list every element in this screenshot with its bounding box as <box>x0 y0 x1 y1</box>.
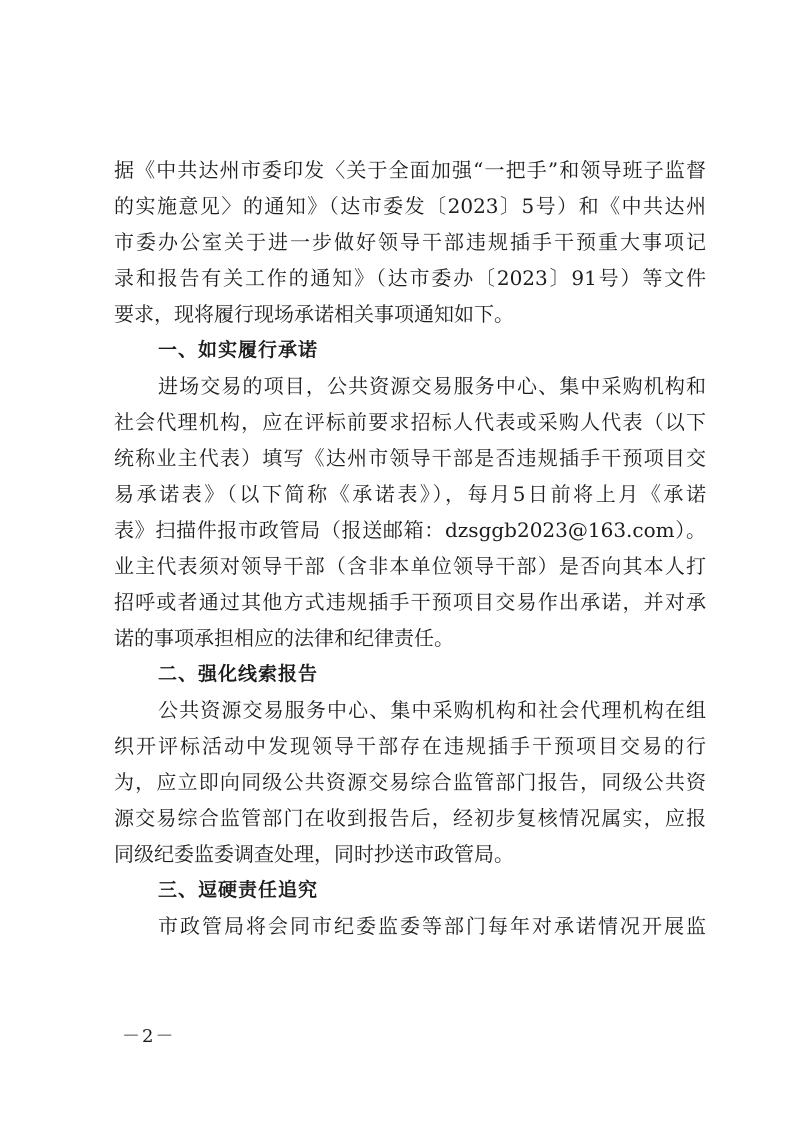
text-line: 同级纪委监委调查处理，同时抄送市政管局。 <box>114 842 514 866</box>
text-line: 易承诺表》（以下简称《承诺表》），每月5日前将上月《承诺 <box>114 482 706 506</box>
section3-paragraph <box>114 908 706 944</box>
document-body <box>114 152 706 944</box>
section1-paragraph <box>114 368 706 656</box>
text-line: 统称业主代表）填写《达州市领导干部是否违规插手干预项目交 <box>114 446 706 470</box>
text-line: 诺的事项承担相应的法律和纪律责任。 <box>114 626 454 650</box>
text-line: 市委办公室关于进一步做好领导干部违规插手干预重大事项记 <box>114 230 706 254</box>
text-line: 要求，现将履行现场承诺相关事项通知如下。 <box>114 302 514 326</box>
text-line: 为，应立即向同级公共资源交易综合监管部门报告，同级公共资 <box>114 770 706 794</box>
text-line: 源交易综合监管部门在收到报告后，经初步复核情况属实，应报 <box>114 806 706 830</box>
section-heading-accountability: 三、逗硬责任追究 <box>158 879 319 901</box>
section-heading-clue-report: 二、强化线索报告 <box>158 663 319 685</box>
text-line: 市政管局将会同市纪委监委等部门每年对承诺情况开展监 <box>158 914 706 938</box>
section2-paragraph <box>114 692 706 872</box>
text-line: 表》扫描件报市政管局（报送邮箱：dzsggb2023@163.com）。 <box>114 518 706 542</box>
text-line: 进场交易的项目，公共资源交易服务中心、集中采购机构和 <box>158 374 706 398</box>
page-number: －2－ <box>122 1026 176 1047</box>
intro-paragraph <box>114 152 706 332</box>
text-line: 据《中共达州市委印发〈关于全面加强“一把手”和领导班子监督 <box>114 158 706 182</box>
text-line: 业主代表须对领导干部（含非本单位领导干部）是否向其本人打 <box>114 554 706 578</box>
section-heading-fulfill-commitment: 一、如实履行承诺 <box>158 339 319 361</box>
text-line: 的实施意见〉的通知》（达市委发〔2023〕5号）和《中共达州 <box>114 194 706 218</box>
text-line: 招呼或者通过其他方式违规插手干预项目交易作出承诺，并对承 <box>114 590 706 614</box>
text-line: 织开评标活动中发现领导干部存在违规插手干预项目交易的行 <box>114 734 706 758</box>
text-line: 社会代理机构，应在评标前要求招标人代表或采购人代表（以下 <box>114 410 706 434</box>
text-line: 公共资源交易服务中心、集中采购机构和社会代理机构在组 <box>158 698 706 722</box>
text-line: 录和报告有关工作的通知》（达市委办〔2023〕91号）等文件 <box>114 266 706 290</box>
